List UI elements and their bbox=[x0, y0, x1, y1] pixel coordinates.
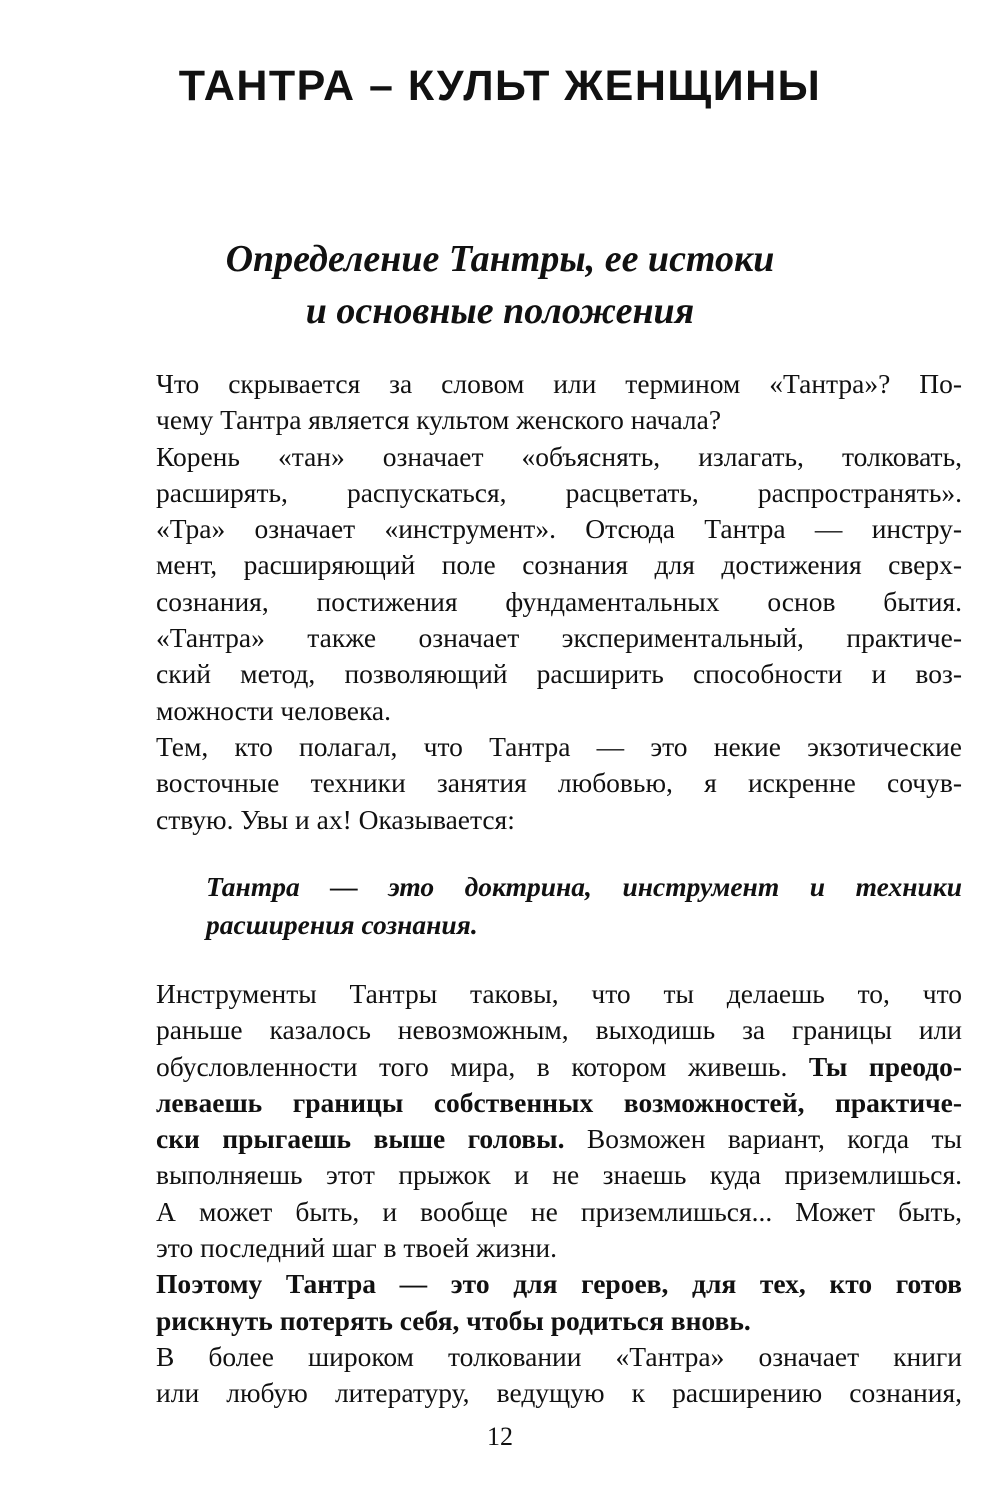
text-line: «Тантра» также означает экспериментальный, практиче- bbox=[156, 622, 962, 654]
text-line: сознания, постижения фундаментальных основ бытия. bbox=[156, 585, 962, 617]
section-title-line-1: Определение Тантры, ее истоки bbox=[225, 238, 775, 280]
text-line: В более широком толковании «Тантра» означает книги bbox=[156, 1340, 962, 1372]
paragraph-sympathy bbox=[110, 729, 962, 838]
paragraph-heroes bbox=[110, 1266, 962, 1339]
text-bold: Ты преодо- bbox=[808, 1050, 962, 1082]
text-line: расширять, распускаться, расцветать, распространять». bbox=[156, 476, 962, 508]
text-line: раньше казалось невозможным, выходишь за границы или bbox=[156, 1014, 962, 1046]
page-number: 12 bbox=[487, 1422, 513, 1451]
paragraph-broader-meaning bbox=[110, 1339, 962, 1412]
text-line: выполняешь этот прыжок и не знаешь куда приземлишься. bbox=[156, 1159, 962, 1191]
text-line-bold: рискнуть потерять себя, чтобы родиться вновь. bbox=[156, 1304, 751, 1336]
text-bold: ски прыгаешь выше головы. bbox=[156, 1123, 565, 1155]
section-title bbox=[120, 233, 880, 337]
text-line: мент, расширяющий поле сознания для достижения сверх- bbox=[156, 549, 962, 581]
paragraph-question bbox=[110, 366, 962, 439]
text-line-bold: Поэтому Тантра — это для героев, для тех, кто готов bbox=[156, 1268, 962, 1300]
text-line: Тем, кто полагал, что Тантра — это некие экзотические bbox=[156, 730, 962, 762]
body-text-top bbox=[110, 366, 962, 838]
body-text-bottom bbox=[110, 976, 962, 1412]
section-title-line-2: и основные положения bbox=[305, 290, 695, 332]
paragraph-tools bbox=[110, 976, 962, 1266]
paragraph-root-meaning bbox=[110, 439, 962, 729]
definition-callout bbox=[206, 868, 962, 944]
text-line: Инструменты Тантры таковы, что ты делаешь то, что bbox=[156, 978, 962, 1009]
text-line bbox=[110, 1121, 962, 1157]
text-line: ствую. Увы и ах! Оказывается: bbox=[156, 803, 515, 835]
text-line: восточные техники занятия любовью, я искренне сочув- bbox=[156, 767, 962, 799]
text-line: это последний шаг в твоей жизни. bbox=[156, 1232, 558, 1264]
text-line: чему Тантра является культом женского начала? bbox=[156, 404, 722, 436]
callout-line-1: Тантра — это доктрина, инструмент и техники bbox=[206, 871, 962, 902]
text-line-bold: леваешь границы собственных возможностей, практиче- bbox=[156, 1086, 962, 1118]
text-line: А может быть, и вообще не приземлишься... Может быть, bbox=[156, 1195, 962, 1227]
text-line: можности человека. bbox=[156, 694, 391, 726]
text-line: Корень «тан» означает «объяснять, излагать, толковать, bbox=[156, 440, 962, 472]
text-line: или любую литературу, ведущую к расширению сознания, bbox=[156, 1377, 962, 1409]
text-plain: обусловленности того мира, в котором живешь. bbox=[156, 1050, 809, 1082]
text-plain: Возможен вариант, когда ты bbox=[564, 1123, 962, 1155]
chapter-title: ТАНТРА – КУЛЬТ ЖЕНЩИНЫ bbox=[178, 62, 822, 110]
text-line: Что скрывается за словом или термином «Тантра»? По- bbox=[156, 368, 962, 399]
callout-line-2: расширения сознания. bbox=[206, 909, 478, 940]
text-line: «Тра» означает «инструмент». Отсюда Тантра — инстру- bbox=[156, 513, 962, 545]
text-line bbox=[110, 1049, 962, 1085]
text-line: ский метод, позволяющий расширить способности и воз- bbox=[156, 658, 962, 690]
